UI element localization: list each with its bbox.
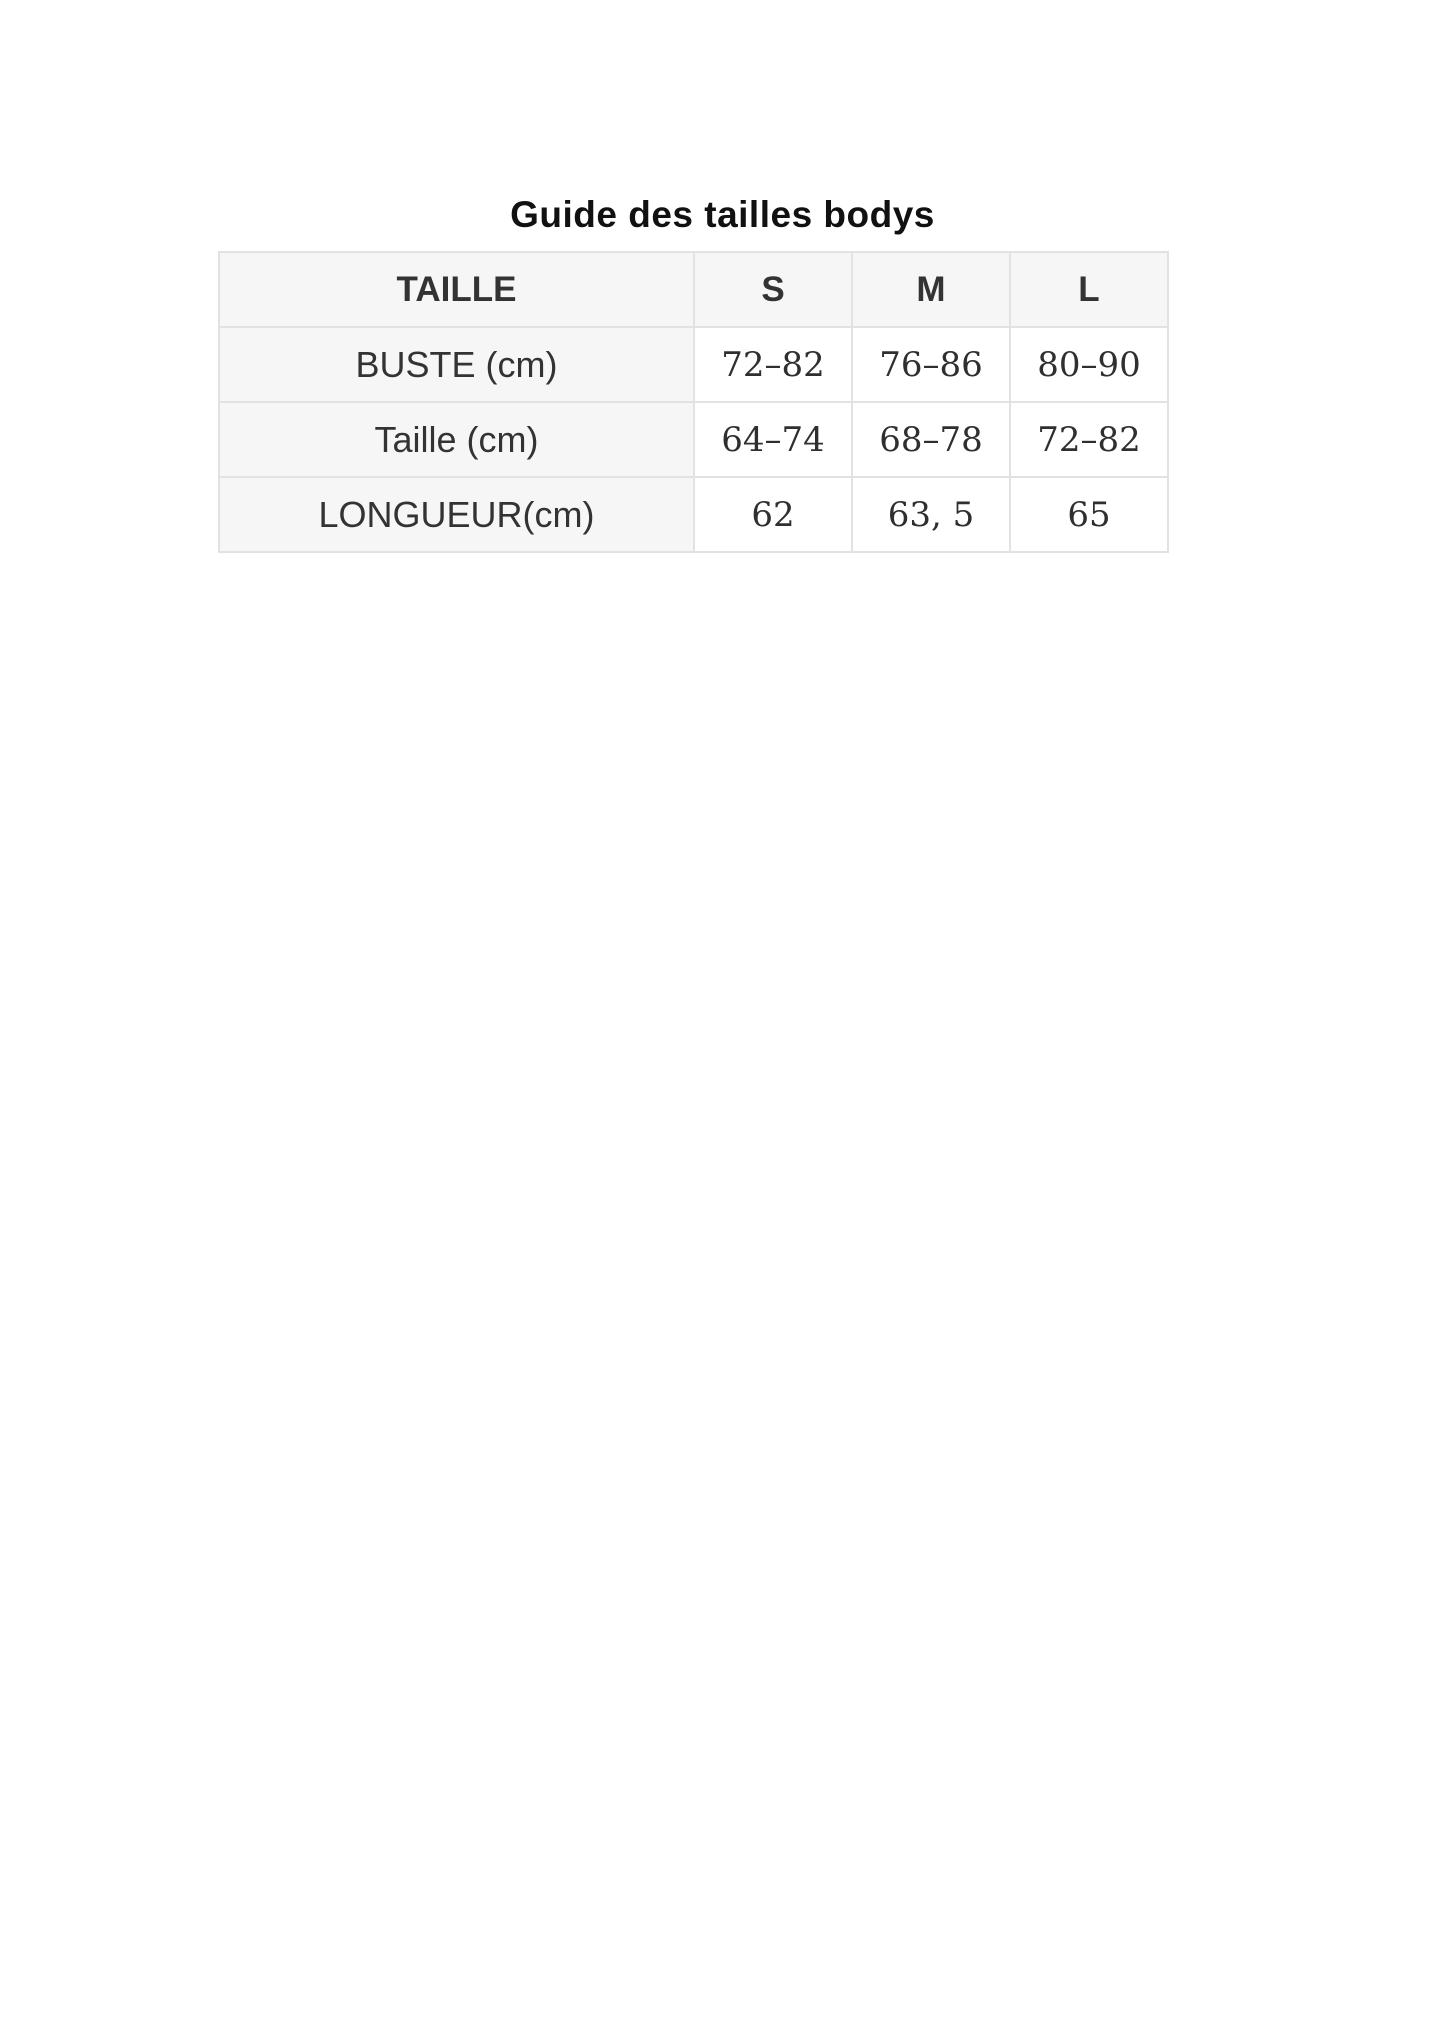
column-header-taille: TAILLE xyxy=(219,252,694,327)
row-label-buste: BUSTE (cm) xyxy=(219,327,694,402)
cell-taille-l: 72–82 xyxy=(1010,402,1168,477)
row-label-taille: Taille (cm) xyxy=(219,402,694,477)
table-row-taille xyxy=(219,402,1168,477)
cell-buste-s: 72–82 xyxy=(694,327,852,402)
size-guide-table xyxy=(218,251,1169,553)
cell-taille-m: 68–78 xyxy=(852,402,1010,477)
header-row xyxy=(219,252,1168,327)
size-table-body xyxy=(219,327,1168,552)
cell-buste-l: 80–90 xyxy=(1010,327,1168,402)
table-row-longueur xyxy=(219,477,1168,552)
cell-longueur-s: 62 xyxy=(694,477,852,552)
table-row-buste xyxy=(219,327,1168,402)
column-header-m: M xyxy=(852,252,1010,327)
column-header-l: L xyxy=(1010,252,1168,327)
cell-taille-s: 64–74 xyxy=(694,402,852,477)
page-title: Guide des tailles bodys xyxy=(510,194,935,235)
size-table-header xyxy=(219,252,1168,327)
row-label-longueur: LONGUEUR(cm) xyxy=(219,477,694,552)
cell-longueur-m: 63, 5 xyxy=(852,477,1010,552)
cell-buste-m: 76–86 xyxy=(852,327,1010,402)
column-header-s: S xyxy=(694,252,852,327)
cell-longueur-l: 65 xyxy=(1010,477,1168,552)
